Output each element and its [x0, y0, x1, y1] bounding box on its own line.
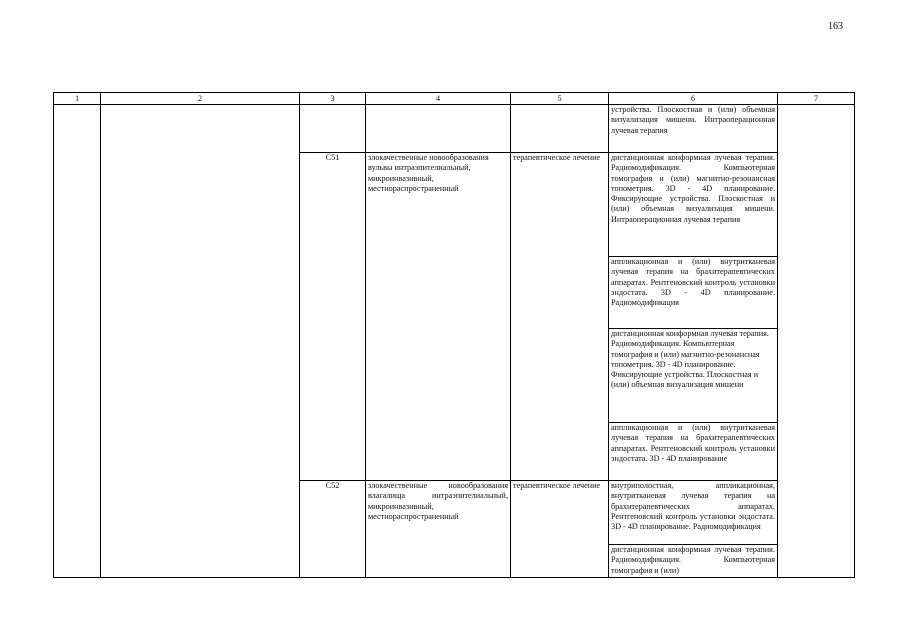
treatment-cell: терапевтическое лечение	[511, 481, 609, 578]
method-cell: дистанционная конформная лучевая терапия. Радиомодификация. Компьютерная томография и (или) магнитно-резонансная топометрия. 3D - 4D планирование. Фиксирующие устройства. Плоскостная и (или) объемная визуализация мишени	[609, 329, 778, 423]
table-row	[54, 105, 855, 153]
code-cell: C52	[300, 481, 366, 578]
cell-col7	[778, 105, 855, 578]
code-cell: C51	[300, 153, 366, 481]
diagnosis-cell: злокачественные новообразования вульвы интраэпителиальный, микроинвазивный, местнораспространенный	[366, 153, 511, 481]
column-header: 6	[609, 93, 778, 105]
column-header: 2	[101, 93, 300, 105]
column-header: 5	[511, 93, 609, 105]
method-cell: внутриполостная, аппликационная, внутритканевая лучевая терапия на брахитерапевтических аппаратах. Рентгеновский контроль установки эндостата. 3D - 4D планирование. Радиомодификация	[609, 481, 778, 545]
column-number-row	[54, 93, 855, 105]
column-header: 7	[778, 93, 855, 105]
diagnosis-cell	[366, 105, 511, 153]
treatment-cell	[511, 105, 609, 153]
method-cell: устройства. Плоскостная и (или) объемная визуализация мишени. Интраоперационная лучевая терапия	[609, 105, 778, 153]
column-header: 4	[366, 93, 511, 105]
page-number: 163	[828, 21, 843, 32]
method-cell: аппликационная и (или) внутритканевая лучевая терапия на брахитерапевтических аппаратах. Рентгеновский контроль установки эндостата. 3D - 4D планирование	[609, 423, 778, 481]
cell-col2	[101, 105, 300, 578]
column-header: 1	[54, 93, 101, 105]
diagnosis-cell: злокачественные новообразования влагалища интраэпителиальный, микроинвазивный, местнораспространенный	[366, 481, 511, 578]
services-table	[53, 92, 855, 578]
treatment-cell: терапевтическое лечение	[511, 153, 609, 481]
column-header: 3	[300, 93, 366, 105]
method-cell: дистанционная конформная лучевая терапия. Радиомодификация. Компьютерная томография и (или)	[609, 545, 778, 578]
code-cell	[300, 105, 366, 153]
method-cell: аппликационная и (или) внутритканевая лучевая терапия на брахитерапевтических аппаратах. Рентгеновский контроль установки эндостата. 3D - 4D планирование. Радиомодификация	[609, 257, 778, 329]
cell-col1	[54, 105, 101, 578]
method-cell: дистанционная конформная лучевая терапия. Радиомодификация. Компьютерная томография и (или) магнитно-резонансная топометрия. 3D - 4D планирование. Фиксирующие устройства. Плоскостная и (или) объемная визуализация мишени. Интраоперационная лучевая терапия	[609, 153, 778, 257]
